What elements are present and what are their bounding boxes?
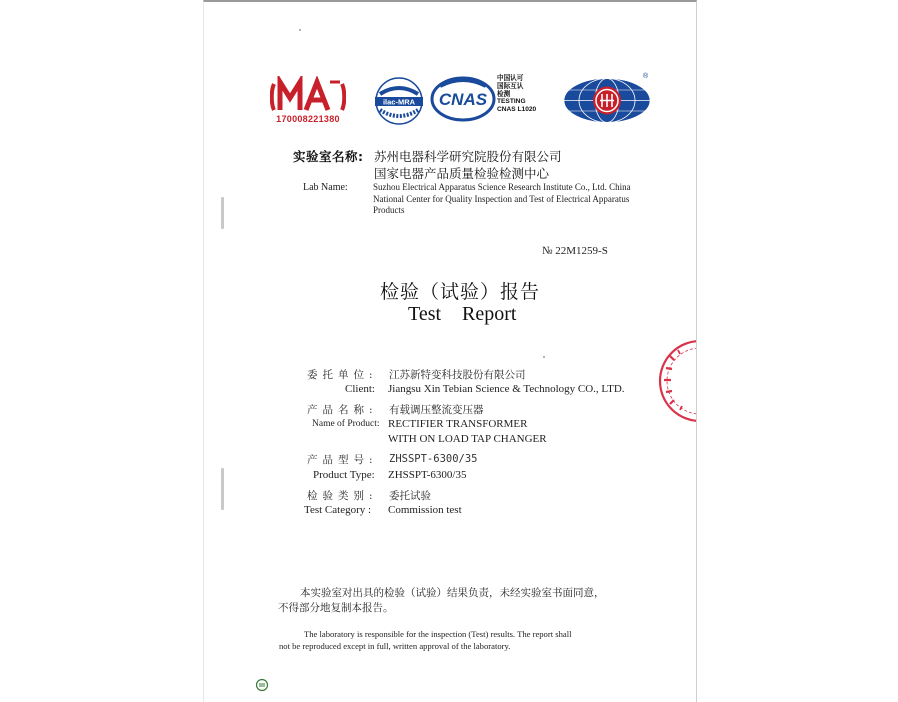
binding-mark-bottom [221, 468, 224, 510]
category-en-label: Test Category : [304, 504, 372, 516]
cnas-line: 国际互认 [497, 82, 524, 90]
binding-mark-top [221, 197, 224, 229]
lab-name-en-label: Lab Name: [303, 182, 348, 193]
product-cn-label: 产品名称: [307, 404, 378, 416]
product-en-value-line-1: RECTIFIER TRANSFORMER [388, 418, 528, 430]
type-en-label: Product Type: [313, 469, 375, 481]
notice-cn-line-2: 不得部分地复制本报告。 [278, 602, 394, 614]
client-en-value: Jiangsu Xin Tebian Science & Technology CO., LTD. [388, 383, 625, 395]
ilac-mra-logo-icon [372, 76, 426, 126]
cnas-accreditation-text [497, 75, 557, 114]
lab-name-cn-line-1: 苏州电器科学研究院股份有限公司 [374, 149, 562, 164]
lab-name-cn-label: 实验室名称: [293, 149, 364, 164]
title-en: Test Report [408, 303, 517, 325]
cnas-label: CNAS [438, 90, 488, 109]
product-en-label: Name of Product: [312, 419, 380, 429]
globe-logo-icon [562, 77, 652, 124]
client-cn-value: 江苏新特变科技股份有限公司 [389, 369, 526, 381]
notice-en-line-2: not be reproduced except in full, written approval of the laboratory. [279, 641, 511, 651]
scan-dot [543, 356, 545, 358]
cnas-logo-icon [430, 76, 496, 122]
registered-mark: ® [643, 73, 649, 80]
notice-en-line-1: The laboratory is responsible for the inspection (Test) results. The report shall [304, 629, 572, 639]
product-cn-value: 有载调压整流变压器 [389, 404, 484, 416]
category-cn-label: 检验类别: [307, 490, 378, 502]
cnas-line: TESTING [497, 98, 526, 106]
client-cn-label: 委托单位: [307, 369, 378, 381]
product-en-value-line-2: WITH ON LOAD TAP CHANGER [388, 433, 547, 445]
client-en-label: Client: [345, 383, 375, 395]
type-en-value: ZHSSPT-6300/35 [388, 469, 467, 481]
page-mark-icon [255, 678, 269, 692]
notice-cn-line-1: 本实验室对出具的检验（试验）结果负责，未经实验室书面同意， [300, 587, 605, 599]
title-cn: 检验（试验）报告 [380, 281, 541, 303]
category-en-value: Commission test [388, 504, 462, 516]
cnas-line: 中国认可 [497, 75, 524, 82]
cnas-line: 检测 [497, 90, 511, 98]
scan-dot [299, 29, 301, 31]
category-cn-value: 委托试验 [389, 490, 431, 502]
cma-number: 170008221380 [276, 114, 340, 124]
cnas-line: CNAS L1020 [497, 106, 537, 114]
ilac-label: ilac-MRA [382, 97, 416, 107]
type-cn-value: ZHSSPT-6300/35 [389, 453, 478, 465]
red-seal-stamp-icon [656, 336, 696, 426]
report-number: № 22M1259-S [542, 245, 608, 257]
lab-name-cn-line-2: 国家电器产品质量检验检测中心 [374, 166, 550, 181]
lab-name-en: Suzhou Electrical Apparatus Science Research Institute Co., Ltd. China National Center for Quality Inspection and Test of Electrical Apparatus Products [373, 182, 631, 215]
type-cn-label: 产品型号: [307, 454, 378, 466]
